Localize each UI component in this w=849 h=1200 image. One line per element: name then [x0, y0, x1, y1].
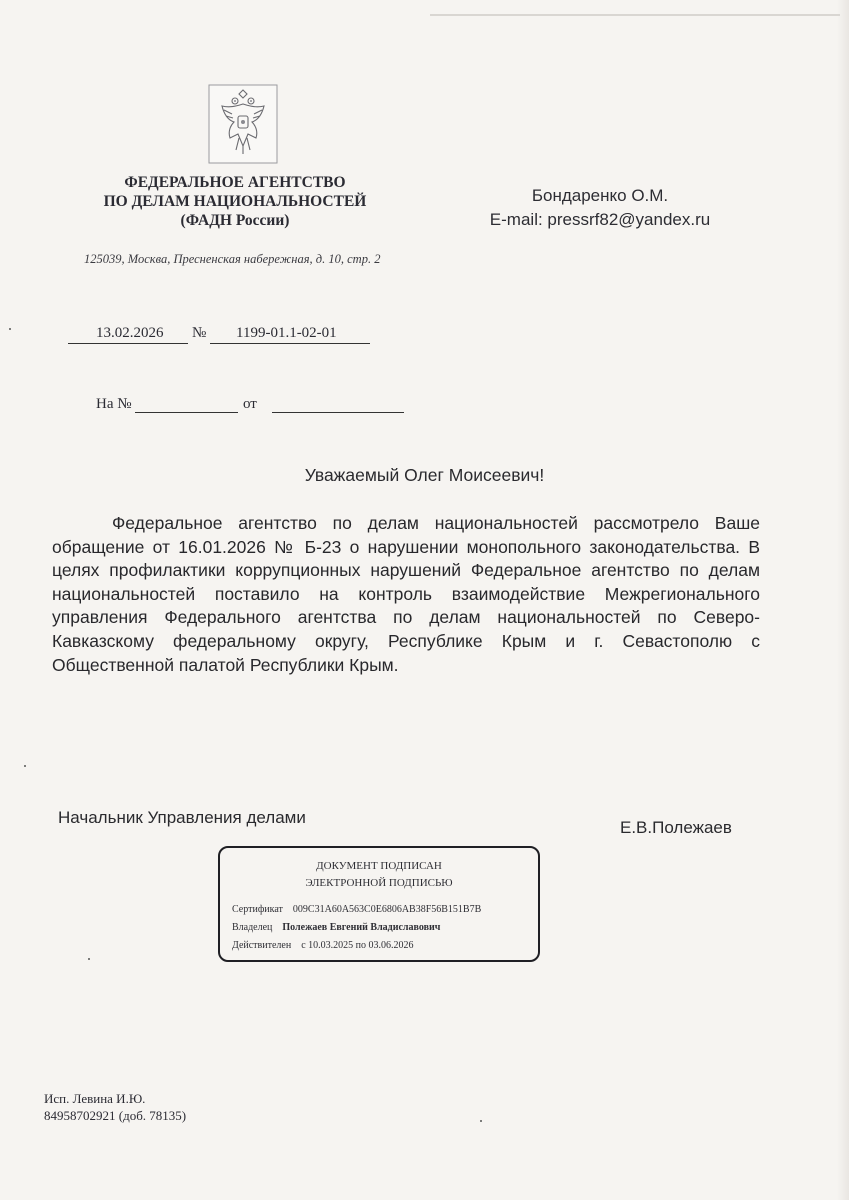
- agency-address: 125039, Москва, Пресненская набережная, д. 10, стр. 2: [84, 252, 381, 266]
- stamp-heading-1: ДОКУМЕНТ ПОДПИСАН: [316, 860, 442, 872]
- registration-date: 13.02.2026: [96, 325, 164, 341]
- stamp-validity-row: [232, 940, 414, 951]
- registration-number: 1199-01.1-02-01: [236, 325, 337, 341]
- stamp-owner-label: Владелец: [232, 922, 273, 933]
- greeting: Уважаемый Олег Моисеевич!: [304, 465, 545, 485]
- reference-from: от: [243, 396, 257, 412]
- stamp-certificate-row: [232, 904, 481, 915]
- agency-line-1: ФЕДЕРАЛЬНОЕ АГЕНТСТВО: [124, 174, 346, 191]
- scan-speck: [9, 328, 11, 330]
- agency-line-3: (ФАДН России): [180, 212, 290, 229]
- registration-number-sign: №: [192, 325, 207, 341]
- executor-name: Исп. Левина И.Ю.: [44, 1091, 146, 1106]
- stamp-validity-value: с 10.03.2025 по 03.06.2026: [301, 940, 414, 951]
- page-edge-top: [430, 14, 840, 16]
- number-underline: [210, 343, 370, 344]
- signatory-title: Начальник Управления делами: [58, 808, 306, 827]
- electronic-signature-stamp: [218, 846, 540, 962]
- date-underline: [68, 343, 188, 344]
- reference-date-underline: [272, 412, 404, 413]
- stamp-validity-label: Действителен: [232, 940, 292, 951]
- agency-line-2: ПО ДЕЛАМ НАЦИОНАЛЬНОСТЕЙ: [103, 193, 367, 210]
- executor-phone: 84958702921 (доб. 78135): [44, 1108, 187, 1123]
- reference-number-underline: [135, 412, 238, 413]
- agency-name: [70, 173, 400, 230]
- executor-block: [44, 1090, 186, 1124]
- stamp-certificate-label: Сертификат: [232, 904, 283, 915]
- page-edge: [837, 0, 849, 1200]
- stamp-certificate-value: 009C31A60A563C0E6806AB38F56B151B7B: [292, 904, 482, 915]
- addressee-name: Бондаренко О.М.: [531, 186, 669, 205]
- scan-speck: [88, 958, 90, 960]
- scan-speck: [24, 765, 26, 767]
- stamp-owner-value: Полежаев Евгений Владиславович: [282, 922, 441, 933]
- addressee-email: E-mail: pressrf82@yandex.ru: [489, 210, 711, 229]
- stamp-heading-2: ЭЛЕКТРОННОЙ ПОДПИСЬЮ: [305, 877, 453, 889]
- reference-prefix: На №: [96, 396, 132, 412]
- letter-body: Федеральное агентство по делам национальностей рассмотрело Ваше обращение от 16.01.2026 № Б-23 о нарушении монопольного законодательства. В целях профилактики коррупционных нарушений Федеральное агентство по делам национальностей поставило на контроль взаимодействие Межрегионального управления Федерального агентства по делам национальностей по Северо-Кавказскому федеральному округу, Республике Крым и г. Севастополю с Общественной палатой Республики Крым.: [52, 513, 760, 675]
- signatory-name: Е.В.Полежаев: [620, 818, 732, 837]
- addressee-block: [470, 184, 730, 232]
- coat-of-arms-icon: [208, 84, 278, 164]
- scan-speck: [480, 1120, 482, 1122]
- stamp-owner-row: [232, 922, 440, 933]
